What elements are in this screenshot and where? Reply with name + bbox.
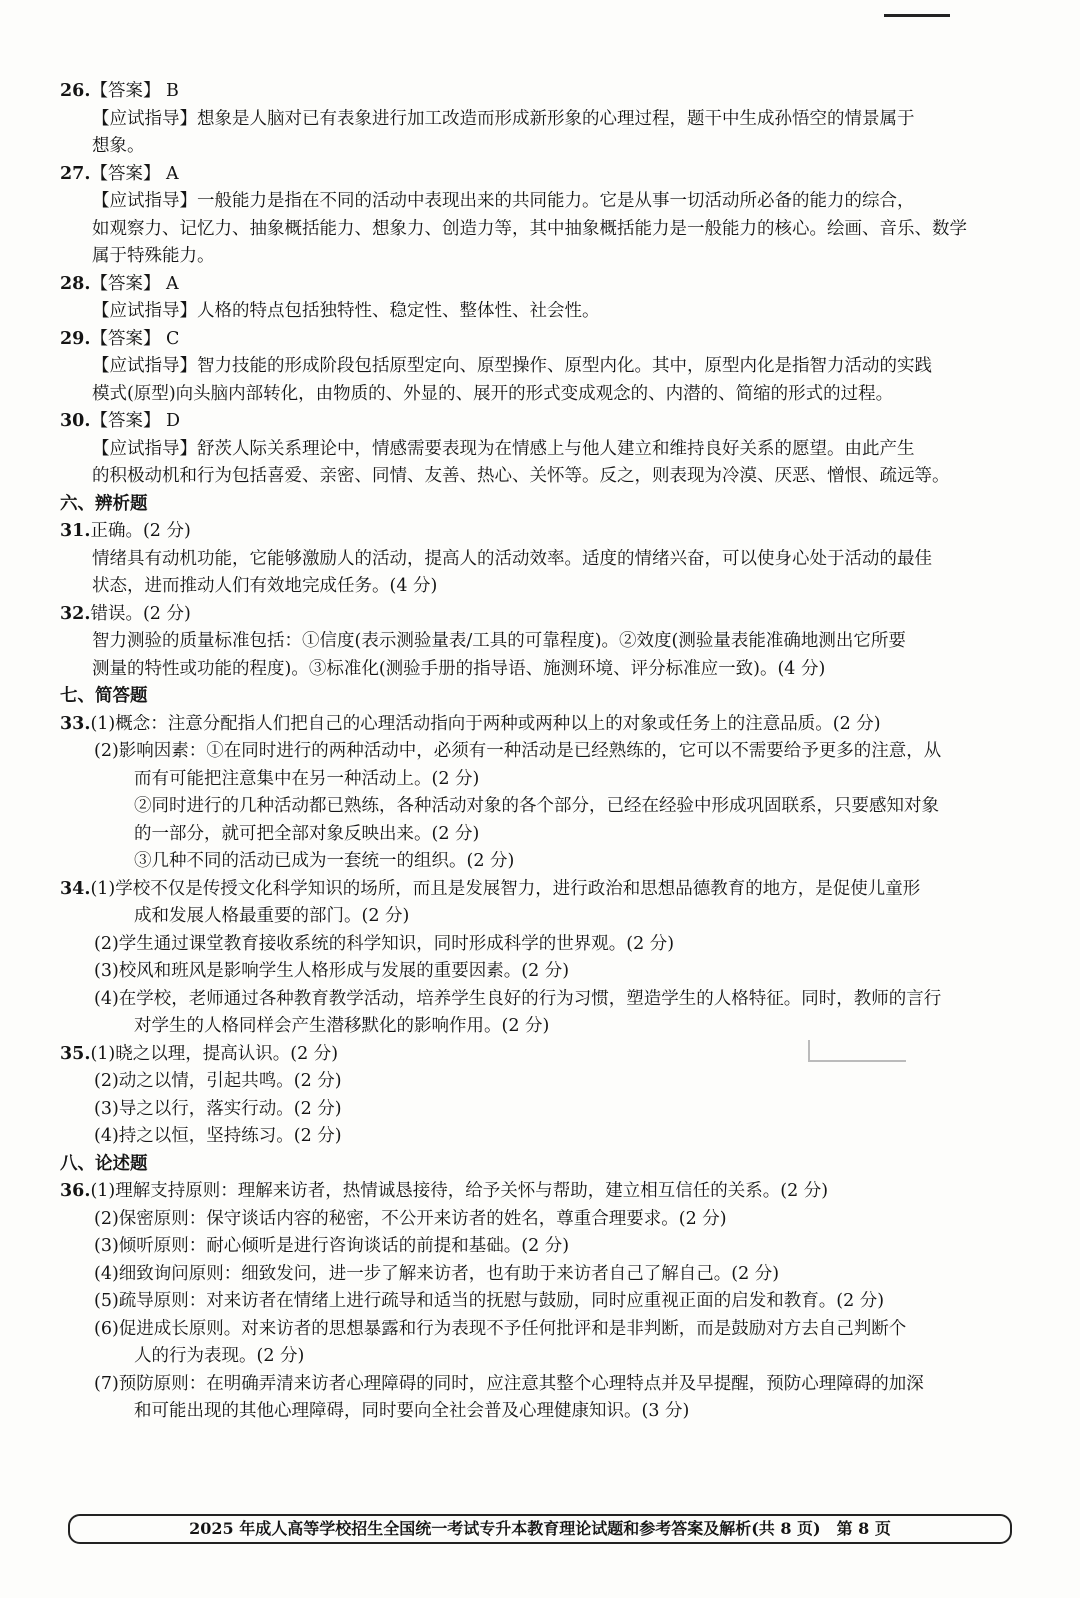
page-footer: 2025 年成人高等学校招生全国统一考试专升本教育理论试题和参考答案及解析(共 8 页) 第 8 页 (68, 1514, 1012, 1544)
q30-guide-line: 【应试指导】舒茨人际关系理论中，情感需要表现为在情感上与他人建立和维持良好关系的愿望。由此产生 (92, 438, 915, 459)
q26-guide-line: 【应试指导】想象是人脑对已有表象进行加工改造而形成新形象的心理过程，题干中生成孙悟空的情景属于 (92, 108, 915, 129)
q30-answer: 30.【答案】 D (60, 411, 181, 431)
q34-line: 34.(1)学校不仅是传授文化科学知识的场所，而且是发展智力，进行政治和思想品德教育的地方，是促使儿童形 (60, 878, 921, 899)
q36-line: 36.(1)理解支持原则：理解来访者，热情诚恳接待，给予关怀与帮助，建立相互信任的关系。(2 分) (60, 1181, 829, 1201)
section-8-title: 八、论述题 (60, 1153, 148, 1174)
q33-line: (2)影响因素：①在同时进行的两种活动中，必须有一种活动是已经熟练的，它可以不需要给予更多的注意，从 (94, 741, 942, 761)
q36-line: 人的行为表现。(2 分) (134, 1346, 305, 1366)
q29-guide-line: 模式(原型)向头脑内部转化，由物质的、外显的、展开的形式变成观念的、内潜的、简缩的形式的过程。 (92, 383, 894, 404)
q34-line: 成和发展人格最重要的部门。(2 分) (134, 906, 410, 926)
page-content (60, 78, 1020, 1426)
q26-guide-line: 想象。 (92, 136, 145, 156)
q28-guide-line: 【应试指导】人格的特点包括独特性、稳定性、整体性、社会性。 (92, 301, 600, 321)
q27-answer: 27.【答案】 A (60, 163, 179, 184)
q36-line: 和可能出现的其他心理障碍，同时要向全社会普及心理健康知识。(3 分) (134, 1401, 690, 1421)
q29-guide-line: 【应试指导】智力技能的形成阶段包括原型定向、原型操作、原型内化。其中，原型内化是指智力活动的实践 (92, 356, 932, 376)
q31-head: 31.正确。(2 分) (60, 521, 191, 541)
q29-answer: 29.【答案】 C (60, 328, 180, 349)
q30-guide-line: 的积极动机和行为包括喜爱、亲密、同情、友善、热心、关怀等。反之，则表现为冷漠、厌恶、憎恨、疏远等。 (92, 466, 950, 486)
q26-answer: 26.【答案】 B (60, 81, 179, 101)
q36-line: (5)疏导原则：对来访者在情绪上进行疏导和适当的抚慰与鼓励，同时应重视正面的启发和教育。(2 分) (94, 1291, 885, 1311)
q33-line: 的一部分，就可把全部对象反映出来。(2 分) (134, 823, 480, 844)
q36-line: (3)倾听原则：耐心倾听是进行咨询谈话的前提和基础。(2 分) (94, 1236, 570, 1256)
q34-line: (4)在学校，老师通过各种教育教学活动，培养学生良好的行为习惯，塑造学生的人格特征。同时，教师的言行 (94, 988, 942, 1009)
q36-line: (2)保密原则：保守谈话内容的秘密，不公开来访者的姓名，尊重合理要求。(2 分) (94, 1208, 727, 1229)
q32-line: 智力测验的质量标准包括：①信度(表示测验量表/工具的可靠程度)。②效度(测验量表能准确地测出它所要 (92, 631, 906, 651)
q33-line: 33.(1)概念：注意分配指人们把自己的心理活动指向于两种或两种以上的对象或任务上的注意品质。(2 分) (60, 713, 881, 734)
q33-line: ③几种不同的活动已成为一套统一的组织。(2 分) (134, 851, 515, 871)
q35-line: (3)导之以行，落实行动。(2 分) (94, 1098, 342, 1119)
q32-head: 32.错误。(2 分) (60, 603, 191, 624)
q35-line: (2)动之以情，引起共鸣。(2 分) (94, 1071, 342, 1091)
q35-line: (4)持之以恒，坚持练习。(2 分) (94, 1126, 342, 1146)
q34-line: 对学生的人格同样会产生潜移默化的影响作用。(2 分) (134, 1016, 550, 1036)
q27-guide-line: 【应试指导】一般能力是指在不同的活动中表现出来的共同能力。它是从事一切活动所必备的能力的综合， (92, 191, 915, 211)
q36-line: (6)促进成长原则。对来访者的思想暴露和行为表现不予任何批评和是非判断，而是鼓励对方去自己判断个 (94, 1318, 907, 1339)
q33-line: ②同时进行的几种活动都已熟练，各种活动对象的各个部分，已经在经验中形成巩固联系，只要感知对象 (134, 796, 939, 816)
q35-line: 35.(1)晓之以理，提高认识。(2 分) (60, 1043, 339, 1064)
section-6-title: 六、辨析题 (60, 493, 148, 514)
q27-guide-line: 属于特殊能力。 (92, 246, 215, 266)
q28-answer: 28.【答案】 A (60, 273, 179, 294)
q31-line: 状态，进而推动人们有效地完成任务。(4 分) (92, 576, 438, 596)
q34-line: (2)学生通过课堂教育接收系统的科学知识，同时形成科学的世界观。(2 分) (94, 933, 675, 954)
q33-line: 而有可能把注意集中在另一种活动上。(2 分) (134, 768, 480, 789)
q27-guide-line: 如观察力、记忆力、抽象概括能力、想象力、创造力等，其中抽象概括能力是一般能力的核心。绘画、音乐、数学 (92, 218, 967, 239)
q36-line: (4)细致询问原则：细致发问，进一步了解来访者，也有助于来访者自己了解自己。(2 分) (94, 1263, 780, 1284)
section-7-title: 七、简答题 (60, 686, 148, 706)
q32-line: 测量的特性或功能的程度)。③标准化(测验手册的指导语、施测环境、评分标准应一致)。(4 分) (92, 658, 826, 679)
q36-line: (7)预防原则：在明确弄清来访者心理障碍的同时，应注意其整个心理特点并及早提醒，预防心理障碍的加深 (94, 1373, 924, 1394)
q34-line: (3)校风和班风是影响学生人格形成与发展的重要因素。(2 分) (94, 961, 570, 981)
q31-line: 情绪具有动机功能，它能够激励人的活动，提高人的活动效率。适度的情绪兴奋，可以使身心处于活动的最佳 (92, 548, 932, 569)
scan-mark-top (884, 14, 950, 17)
